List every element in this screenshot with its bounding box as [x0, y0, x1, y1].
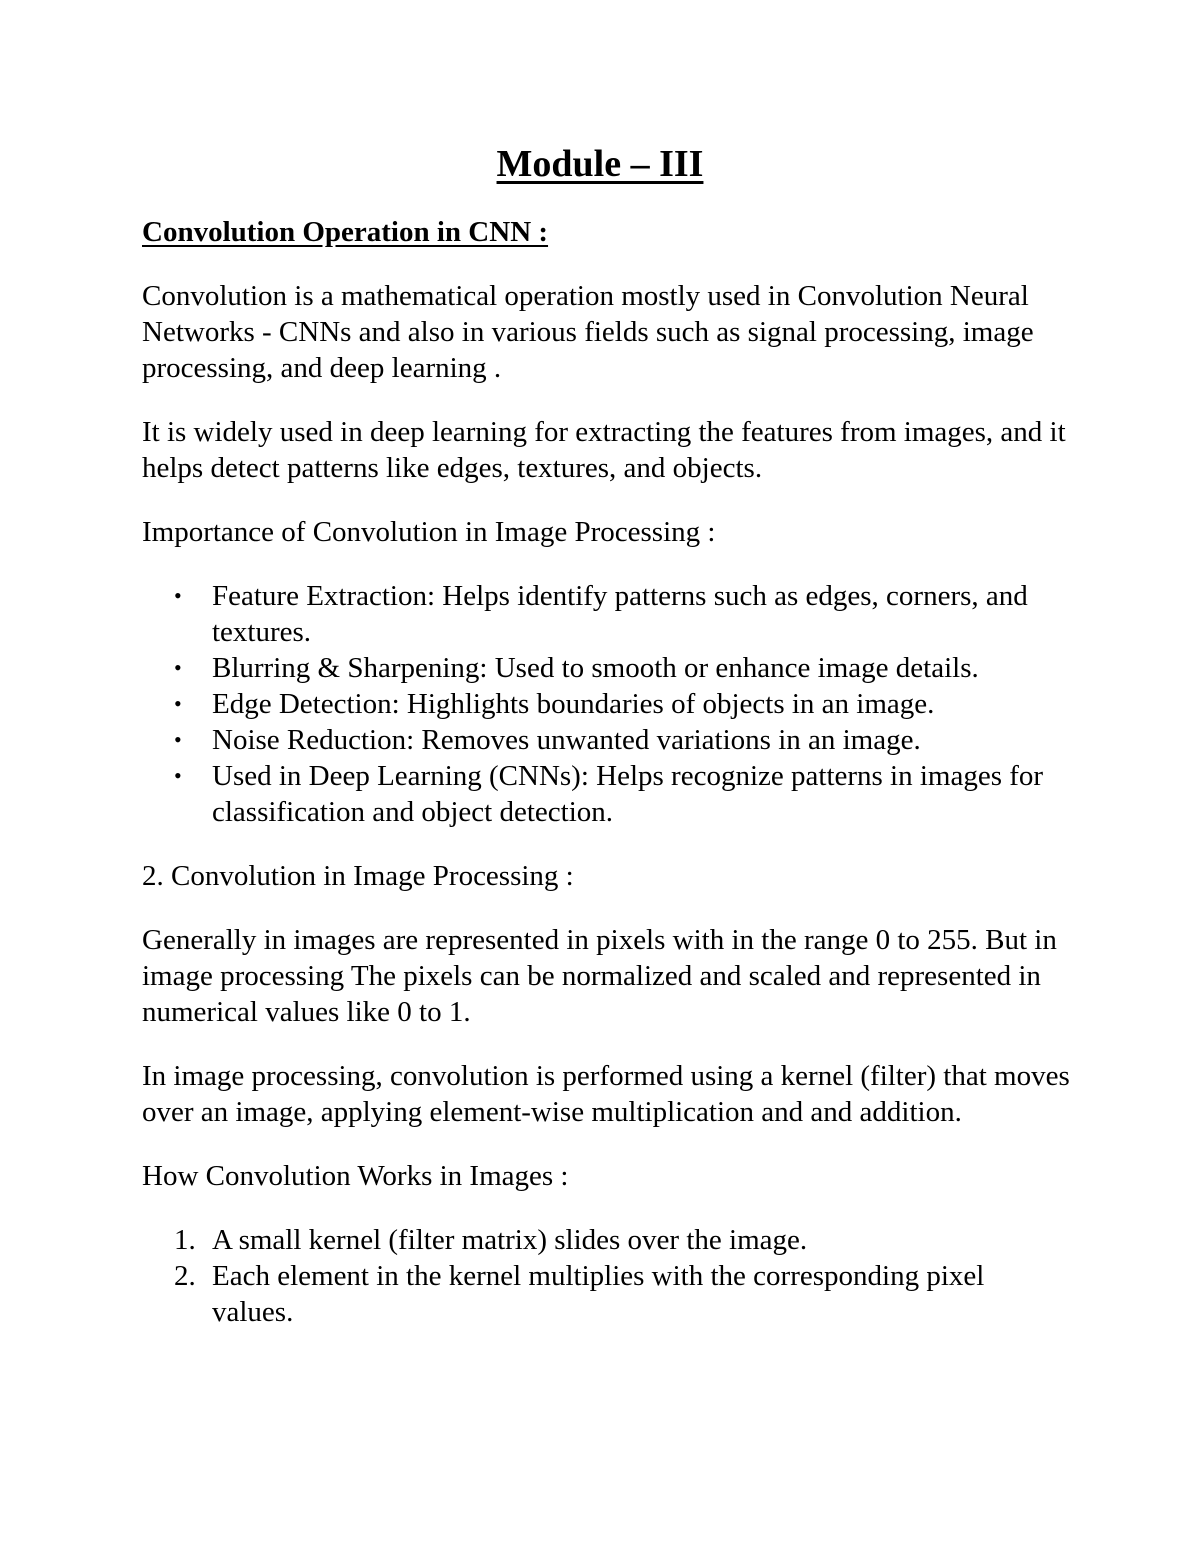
paragraph-how-heading: How Convolution Works in Images : — [142, 1160, 569, 1192]
paragraph-usage: It is widely used in deep learning for extracting the features from images, and it helps detect patterns like edges, textures, and objects. — [142, 416, 1066, 484]
list-item: • Feature Extraction: Helps identify patterns such as edges, corners, and textures. — [142, 578, 1072, 650]
paragraph-importance-heading: Importance of Convolution in Image Processing : — [142, 516, 716, 548]
list-item: • Noise Reduction: Removes unwanted variations in an image. — [142, 722, 1072, 758]
paragraph-kernel: In image processing, convolution is performed using a kernel (filter) that moves over an image, applying element-wise multiplication and and addition. — [142, 1060, 1070, 1128]
list-item: • Used in Deep Learning (CNNs): Helps recognize patterns in images for classification and object detection. — [142, 758, 1072, 830]
list-number: 1. — [174, 1224, 196, 1256]
list-item — [142, 1258, 1072, 1330]
list-item: • Edge Detection: Highlights boundaries of objects in an image. — [142, 686, 1072, 722]
section-heading: Convolution Operation in CNN : — [142, 216, 549, 248]
document-body — [142, 140, 1072, 1330]
list-item-text: A small kernel (filter matrix) slides over the image. — [212, 1224, 808, 1256]
importance-list — [142, 578, 1072, 830]
subsection-heading: 2. Convolution in Image Processing : — [142, 860, 574, 892]
list-item — [142, 1222, 1072, 1258]
list-number: 2. — [174, 1260, 196, 1292]
list-item: • Blurring & Sharpening: Used to smooth or enhance image details. — [142, 650, 1072, 686]
steps-list — [142, 1222, 1072, 1330]
paragraph-pixels: Generally in images are represented in pixels with in the range 0 to 255. But in image processing The pixels can be normalized and scaled and represented in numerical values like 0 to 1. — [142, 924, 1057, 1028]
paragraph-intro: Convolution is a mathematical operation mostly used in Convolution Neural Networks - CNNs and also in various fields such as signal processing, image processing, and deep learning . — [142, 280, 1034, 384]
list-item-text: Each element in the kernel multiplies with the corresponding pixel values. — [212, 1260, 985, 1328]
page-title: Module – III — [496, 143, 704, 185]
